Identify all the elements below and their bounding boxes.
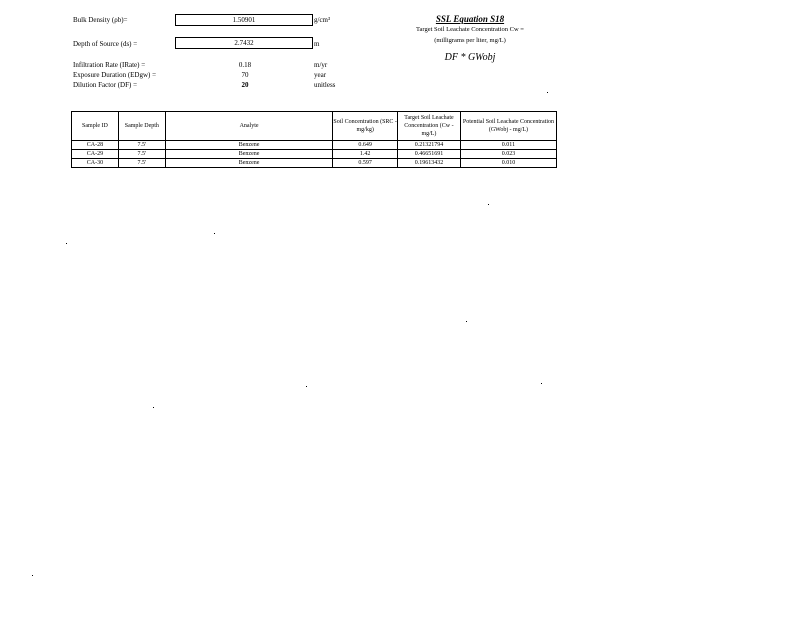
table-row <box>72 150 557 159</box>
cell-soil-concentration: 1.42 <box>333 150 398 159</box>
table-row <box>72 141 557 150</box>
equation-formula: DF * GWobj <box>444 52 496 63</box>
scan-speck <box>214 233 215 234</box>
equation-title: SSL Equation S18 <box>435 14 505 24</box>
depth-of-source-value: 2.7432 <box>175 37 313 49</box>
cell-analyte: Benzene <box>165 141 333 150</box>
dilution-factor-label: Dilution Factor (DF) = <box>73 81 138 89</box>
cell-soil-concentration: 0.597 <box>333 159 398 168</box>
bulk-density-unit: g/cm³ <box>314 16 331 24</box>
cell-sample-depth: 7.5' <box>118 159 165 168</box>
cell-potential-leachate: 0.023 <box>460 150 556 159</box>
bulk-density-label: Bulk Density (ρb)= <box>73 16 128 24</box>
header-target-leachate: Target Soil Leachate Concentration (Cw - mg/L) <box>398 112 461 141</box>
exposure-duration-value: 70 <box>241 71 249 79</box>
scan-speck <box>466 321 467 322</box>
depth-of-source-unit: m <box>314 40 320 48</box>
cell-sample-id: CA-29 <box>72 150 119 159</box>
infiltration-rate-unit: m/yr <box>314 61 328 69</box>
scan-speck <box>32 575 33 576</box>
cell-potential-leachate: 0.011 <box>460 141 556 150</box>
equation-line1: Target Soil Leachate Concentration Cw = <box>416 26 524 33</box>
exposure-duration-label: Exposure Duration (EDgw) = <box>73 71 157 79</box>
cell-target-leachate: 0.46651691 <box>398 150 461 159</box>
scan-speck <box>541 383 542 384</box>
table-row <box>72 159 557 168</box>
dilution-factor-unit: unitless <box>314 81 336 89</box>
scan-speck <box>547 92 548 93</box>
cell-sample-depth: 7.5' <box>118 150 165 159</box>
depth-of-source-label: Depth of Source (ds) = <box>73 40 138 48</box>
scan-speck <box>488 204 489 205</box>
cell-analyte: Benzene <box>165 150 333 159</box>
cell-target-leachate: 0.21321794 <box>398 141 461 150</box>
cell-potential-leachate: 0.010 <box>460 159 556 168</box>
cell-analyte: Benzene <box>165 159 333 168</box>
scan-speck <box>153 407 154 408</box>
equation-line2: (milligrams per liter, mg/L) <box>434 37 506 44</box>
header-sample-depth: Sample Depth <box>118 112 165 141</box>
infiltration-rate-value: 0.18 <box>238 61 252 69</box>
exposure-duration-unit: year <box>314 71 327 79</box>
cell-sample-id: CA-28 <box>72 141 119 150</box>
cell-soil-concentration: 0.649 <box>333 141 398 150</box>
scan-speck <box>66 243 67 244</box>
cell-sample-depth: 7.5' <box>118 141 165 150</box>
table-header-row <box>72 112 557 141</box>
header-soil-concentration: Soil Concentration (SRC - mg/kg) <box>333 112 398 141</box>
cell-sample-id: CA-30 <box>72 159 119 168</box>
header-potential-leachate: Potential Soil Leachate Concentration (GWobj - mg/L) <box>460 112 556 141</box>
header-analyte: Analyte <box>165 112 333 141</box>
cell-target-leachate: 0.19613432 <box>398 159 461 168</box>
results-table <box>71 111 557 168</box>
infiltration-rate-label: Infiltration Rate (IRate) = <box>73 61 146 69</box>
scan-speck <box>306 386 307 387</box>
bulk-density-value: 1.50901 <box>175 14 313 26</box>
dilution-factor-value: 20 <box>241 81 249 89</box>
header-sample-id: Sample ID <box>72 112 119 141</box>
